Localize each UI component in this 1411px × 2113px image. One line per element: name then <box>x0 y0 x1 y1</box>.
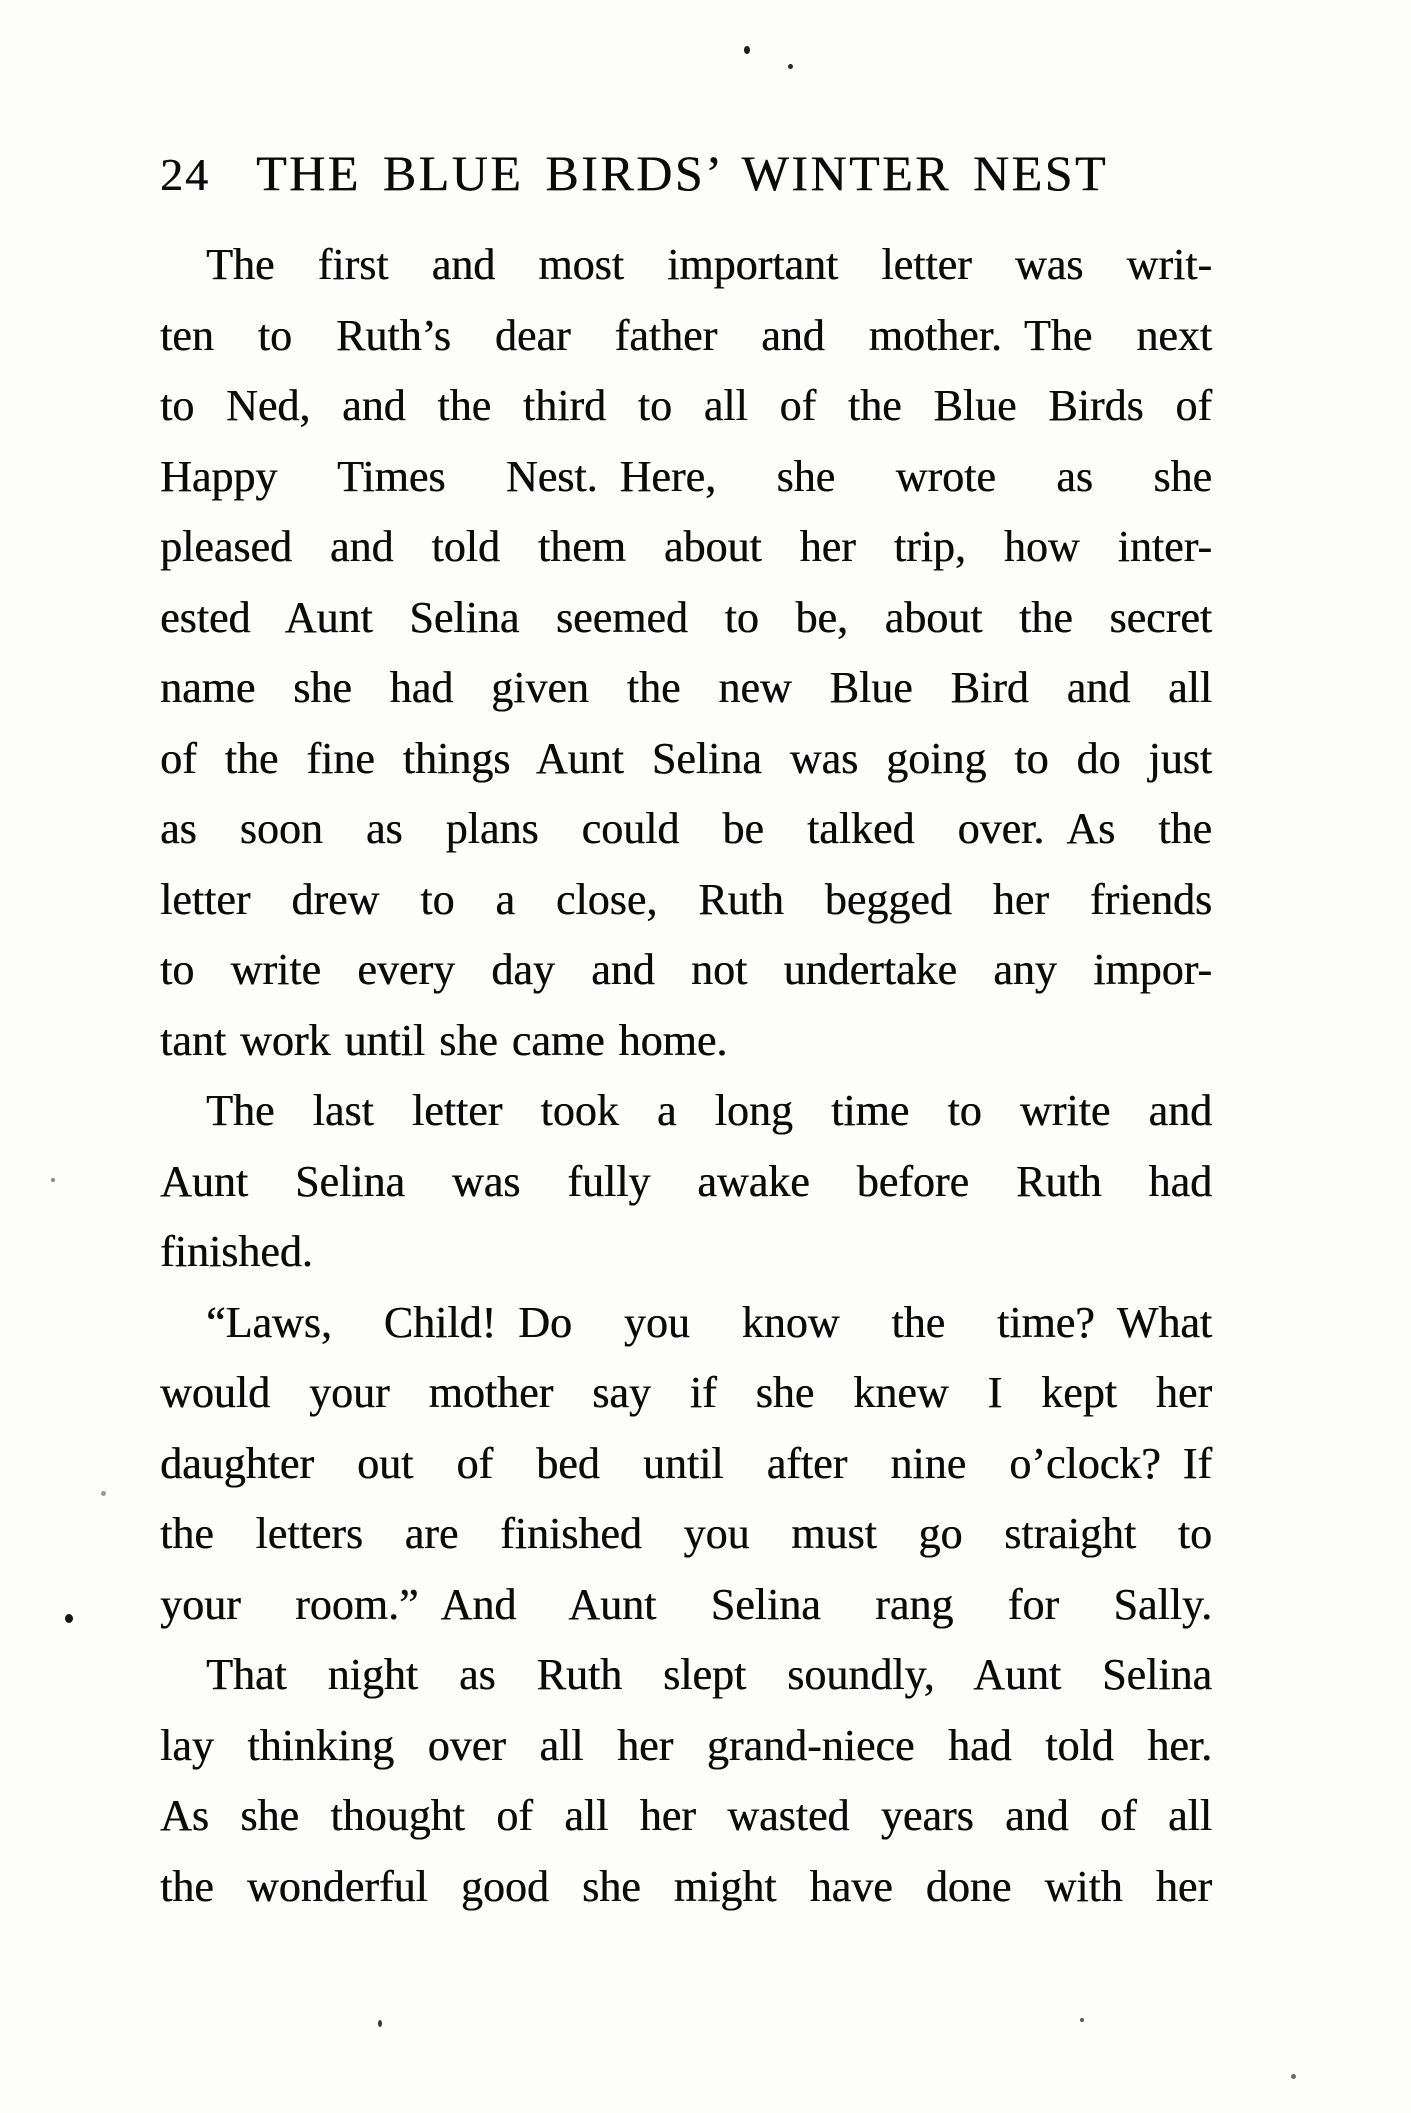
text-line: lay thinking over all her grand-niece had told her. <box>160 1720 1212 1770</box>
scan-speck <box>101 1491 106 1496</box>
scan-speck <box>65 1614 73 1623</box>
text-line: your room.” And Aunt Selina rang for Sally. <box>160 1579 1212 1629</box>
text-line: The first and most important letter was writ- <box>206 240 1212 289</box>
text-line: daughter out of bed until after nine o’clock? If <box>160 1438 1212 1488</box>
text-line: to Ned, and the third to all of the Blue Birds of <box>160 381 1212 430</box>
text-line: “Laws, Child! Do you know the time? What <box>206 1297 1212 1347</box>
text-line: ested Aunt Selina seemed to be, about the secret <box>160 592 1212 642</box>
text-line: the letters are finished you must go straight to <box>160 1509 1212 1558</box>
text-line: Happy Times Nest. Here, she wrote as she <box>160 451 1212 501</box>
text-line: That night as Ruth slept soundly, Aunt Selina <box>206 1650 1212 1699</box>
text-line: finished. <box>160 1227 313 1276</box>
text-line: As she thought of all her wasted years and of all <box>160 1791 1212 1840</box>
scan-speck <box>1291 2074 1296 2079</box>
scan-speck <box>788 64 793 69</box>
scan-speck <box>378 2020 382 2027</box>
text-line: ten to Ruth’s dear father and mother. The next <box>160 310 1212 360</box>
scan-speck <box>51 1178 55 1182</box>
text-line: name she had given the new Blue Bird and all <box>160 663 1212 712</box>
text-line: of the fine things Aunt Selina was going to do just <box>160 733 1212 783</box>
text-column <box>160 143 1212 1922</box>
text-line: would your mother say if she knew I kept her <box>160 1368 1212 1417</box>
page-number: 24 <box>160 149 210 200</box>
text-line: letter drew to a close, Ruth begged her friends <box>160 874 1212 924</box>
text-line: The last letter took a long time to write and <box>206 1086 1212 1135</box>
text-line: the wonderful good she might have done with her <box>160 1861 1212 1911</box>
text-line: to write every day and not undertake any impor- <box>160 945 1212 994</box>
text-line: tant work until she came home. <box>160 1015 728 1065</box>
page-text <box>160 230 1212 1922</box>
scan-speck <box>744 46 750 54</box>
text-line: pleased and told them about her trip, how inter- <box>160 522 1212 571</box>
scan-speck <box>1080 2018 1084 2022</box>
running-title: THE BLUE BIRDS’ WINTER NEST <box>256 145 1108 201</box>
text-line: Aunt Selina was fully awake before Ruth had <box>160 1156 1212 1206</box>
running-header <box>160 143 1212 205</box>
text-line: as soon as plans could be talked over. As the <box>160 804 1212 853</box>
